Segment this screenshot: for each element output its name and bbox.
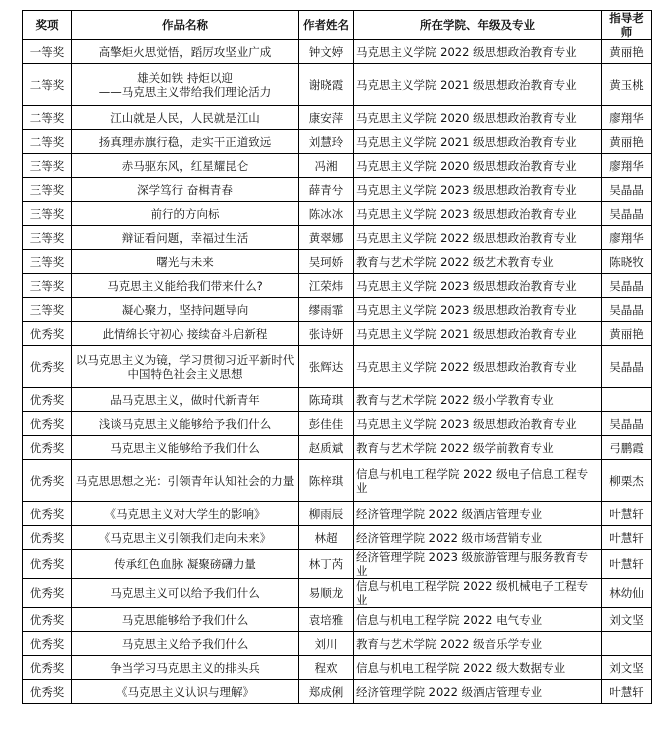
school-cell: 马克思主义学院 2022 级思想政治教育专业 <box>354 346 602 388</box>
teacher-cell: 廖翔华 <box>602 106 652 130</box>
table-row <box>23 502 652 526</box>
table-row <box>23 656 652 680</box>
title-cell: 曙光与未来 <box>72 250 299 274</box>
school-cell: 教育与艺术学院 2022 级小学教育专业 <box>354 388 602 412</box>
teacher-cell: 吴晶晶 <box>602 274 652 298</box>
table-row <box>23 298 652 322</box>
award-cell: 三等奖 <box>23 226 72 250</box>
table-row <box>23 202 652 226</box>
teacher-cell: 吴晶晶 <box>602 178 652 202</box>
author-cell: 张辉达 <box>299 346 354 388</box>
author-cell: 赵质斌 <box>299 436 354 460</box>
school-cell: 马克思主义学院 2023 级思想政治教育专业 <box>354 202 602 226</box>
author-cell: 柳雨辰 <box>299 502 354 526</box>
table-row <box>23 460 652 502</box>
award-cell: 三等奖 <box>23 298 72 322</box>
school-cell: 教育与艺术学院 2022 级学前教育专业 <box>354 436 602 460</box>
author-cell: 康安萍 <box>299 106 354 130</box>
award-cell: 优秀奖 <box>23 579 72 608</box>
table-row <box>23 550 652 579</box>
table-row <box>23 178 652 202</box>
award-cell: 优秀奖 <box>23 656 72 680</box>
title-cell: 雄关如铁 持炬以迎 ——马克思主义带给我们理论活力 <box>72 64 299 106</box>
title-cell: 《马克思主义对大学生的影响》 <box>72 502 299 526</box>
award-cell: 三等奖 <box>23 154 72 178</box>
school-cell: 马克思主义学院 2023 级思想政治教育专业 <box>354 178 602 202</box>
teacher-cell: 刘文坚 <box>602 608 652 632</box>
award-cell: 一等奖 <box>23 40 72 64</box>
author-cell: 袁培雅 <box>299 608 354 632</box>
table-row <box>23 154 652 178</box>
school-cell: 马克思主义学院 2020 级思想政治教育专业 <box>354 106 602 130</box>
author-cell: 缪雨霏 <box>299 298 354 322</box>
school-cell: 马克思主义学院 2021 级思想政治教育专业 <box>354 322 602 346</box>
header-title: 作品名称 <box>72 11 299 40</box>
header-teacher: 指导老师 <box>602 11 652 40</box>
author-cell: 郑成俐 <box>299 680 354 704</box>
author-cell: 林超 <box>299 526 354 550</box>
award-cell: 三等奖 <box>23 178 72 202</box>
award-cell: 三等奖 <box>23 202 72 226</box>
school-cell: 信息与机电工程学院 2022 电气专业 <box>354 608 602 632</box>
author-cell: 刘川 <box>299 632 354 656</box>
school-cell: 经济管理学院 2022 级市场营销专业 <box>354 526 602 550</box>
award-cell: 优秀奖 <box>23 680 72 704</box>
author-cell: 陈梓琪 <box>299 460 354 502</box>
table-row <box>23 579 652 608</box>
title-cell: 凝心聚力，坚持问题导向 <box>72 298 299 322</box>
author-cell: 程欢 <box>299 656 354 680</box>
author-cell: 钟文婷 <box>299 40 354 64</box>
award-cell: 优秀奖 <box>23 550 72 579</box>
title-cell: 此情绵长守初心 接续奋斗启新程 <box>72 322 299 346</box>
award-cell: 优秀奖 <box>23 322 72 346</box>
author-cell: 陈琦琪 <box>299 388 354 412</box>
teacher-cell: 叶慧轩 <box>602 680 652 704</box>
school-cell: 教育与艺术学院 2022 级音乐学专业 <box>354 632 602 656</box>
school-cell: 马克思主义学院 2023 级思想政治教育专业 <box>354 298 602 322</box>
table-row <box>23 106 652 130</box>
teacher-cell: 吴晶晶 <box>602 202 652 226</box>
title-cell: 马克思思想之光：引领青年认知社会的力量 <box>72 460 299 502</box>
author-cell: 陈冰冰 <box>299 202 354 226</box>
award-cell: 二等奖 <box>23 106 72 130</box>
teacher-cell: 廖翔华 <box>602 226 652 250</box>
teacher-cell: 叶慧轩 <box>602 550 652 579</box>
author-cell: 黄翠娜 <box>299 226 354 250</box>
author-cell: 易顺龙 <box>299 579 354 608</box>
table-row <box>23 388 652 412</box>
teacher-cell: 吴晶晶 <box>602 412 652 436</box>
title-cell: 浅谈马克思主义能够给予我们什么 <box>72 412 299 436</box>
author-cell: 江荣炜 <box>299 274 354 298</box>
award-cell: 优秀奖 <box>23 412 72 436</box>
school-cell: 经济管理学院 2022 级酒店管理专业 <box>354 502 602 526</box>
header-award: 奖项 <box>23 11 72 40</box>
table-row <box>23 608 652 632</box>
teacher-cell: 黄丽艳 <box>602 40 652 64</box>
title-cell: 辩证看问题，幸福过生活 <box>72 226 299 250</box>
award-cell: 二等奖 <box>23 64 72 106</box>
table-row <box>23 274 652 298</box>
author-cell: 谢晓霞 <box>299 64 354 106</box>
title-cell: 赤马驱东风，红星耀昆仑 <box>72 154 299 178</box>
school-cell: 信息与机电工程学院 2022 级机械电子工程专业 <box>354 579 602 608</box>
award-table <box>22 10 652 704</box>
author-cell: 林丁芮 <box>299 550 354 579</box>
table-row <box>23 526 652 550</box>
title-cell: 马克思能够给予我们什么 <box>72 608 299 632</box>
award-cell: 优秀奖 <box>23 436 72 460</box>
header-author: 作者姓名 <box>299 11 354 40</box>
table-row <box>23 130 652 154</box>
table-header-row <box>23 11 652 40</box>
school-cell: 信息与机电工程学院 2022 级大数据专业 <box>354 656 602 680</box>
title-cell: 高擎炬火思觉悟，蹈厉攻坚业广成 <box>72 40 299 64</box>
award-table-container <box>22 10 652 704</box>
title-cell: 马克思主义能够给予我们什么 <box>72 436 299 460</box>
table-row <box>23 436 652 460</box>
teacher-cell: 黄丽艳 <box>602 322 652 346</box>
award-cell: 优秀奖 <box>23 632 72 656</box>
teacher-cell: 叶慧轩 <box>602 502 652 526</box>
teacher-cell: 陈晓牧 <box>602 250 652 274</box>
table-body <box>23 40 652 704</box>
teacher-cell: 刘文坚 <box>602 656 652 680</box>
title-cell: 品马克思主义，做时代新青年 <box>72 388 299 412</box>
title-cell: 《马克思主义认识与理解》 <box>72 680 299 704</box>
title-cell: 争当学习马克思主义的排头兵 <box>72 656 299 680</box>
author-cell: 薛青兮 <box>299 178 354 202</box>
school-cell: 马克思主义学院 2022 级思想政治教育专业 <box>354 40 602 64</box>
title-cell: 深学笃行 奋楫青春 <box>72 178 299 202</box>
author-cell: 张诗妍 <box>299 322 354 346</box>
teacher-cell: 黄玉桃 <box>602 64 652 106</box>
teacher-cell: 叶慧轩 <box>602 526 652 550</box>
teacher-cell: 廖翔华 <box>602 154 652 178</box>
title-cell: 《马克思主义引领我们走向未来》 <box>72 526 299 550</box>
teacher-cell: 吴晶晶 <box>602 298 652 322</box>
table-row <box>23 322 652 346</box>
author-cell: 刘慧玲 <box>299 130 354 154</box>
teacher-cell <box>602 388 652 412</box>
school-cell: 马克思主义学院 2021 级思想政治教育专业 <box>354 130 602 154</box>
author-cell: 吴珂娇 <box>299 250 354 274</box>
school-cell: 马克思主义学院 2022 级思想政治教育专业 <box>354 226 602 250</box>
author-cell: 冯湘 <box>299 154 354 178</box>
title-cell: 马克思主义可以给予我们什么 <box>72 579 299 608</box>
teacher-cell: 弓鹏霞 <box>602 436 652 460</box>
award-cell: 二等奖 <box>23 130 72 154</box>
teacher-cell: 林幼仙 <box>602 579 652 608</box>
table-row <box>23 226 652 250</box>
title-cell: 前行的方向标 <box>72 202 299 226</box>
teacher-cell: 黄丽艳 <box>602 130 652 154</box>
teacher-cell <box>602 632 652 656</box>
school-cell: 教育与艺术学院 2022 级艺术教育专业 <box>354 250 602 274</box>
table-row <box>23 64 652 106</box>
table-row <box>23 40 652 64</box>
title-cell: 扬真理赤旗行稳，走实干正道致远 <box>72 130 299 154</box>
title-cell: 马克思主义给予我们什么 <box>72 632 299 656</box>
author-cell: 彭佳佳 <box>299 412 354 436</box>
school-cell: 马克思主义学院 2023 级思想政治教育专业 <box>354 412 602 436</box>
school-cell: 马克思主义学院 2020 级思想政治教育专业 <box>354 154 602 178</box>
table-row <box>23 250 652 274</box>
header-school: 所在学院、年级及专业 <box>354 11 602 40</box>
school-cell: 经济管理学院 2022 级酒店管理专业 <box>354 680 602 704</box>
school-cell: 经济管理学院 2023 级旅游管理与服务教育专业 <box>354 550 602 579</box>
title-cell: 江山就是人民，人民就是江山 <box>72 106 299 130</box>
table-row <box>23 412 652 436</box>
teacher-cell: 柳栗杰 <box>602 460 652 502</box>
teacher-cell: 吴晶晶 <box>602 346 652 388</box>
table-row <box>23 680 652 704</box>
award-cell: 优秀奖 <box>23 502 72 526</box>
award-cell: 优秀奖 <box>23 388 72 412</box>
award-cell: 优秀奖 <box>23 526 72 550</box>
award-cell: 优秀奖 <box>23 346 72 388</box>
school-cell: 马克思主义学院 2021 级思想政治教育专业 <box>354 64 602 106</box>
award-cell: 优秀奖 <box>23 460 72 502</box>
table-row <box>23 632 652 656</box>
title-cell: 马克思主义能给我们带来什么? <box>72 274 299 298</box>
title-cell: 以马克思主义为镜，学习贯彻习近平新时代中国特色社会主义思想 <box>72 346 299 388</box>
award-cell: 三等奖 <box>23 250 72 274</box>
award-cell: 三等奖 <box>23 274 72 298</box>
title-cell: 传承红色血脉 凝聚磅礴力量 <box>72 550 299 579</box>
school-cell: 马克思主义学院 2023 级思想政治教育专业 <box>354 274 602 298</box>
award-cell: 优秀奖 <box>23 608 72 632</box>
school-cell: 信息与机电工程学院 2022 级电子信息工程专业 <box>354 460 602 502</box>
table-row <box>23 346 652 388</box>
